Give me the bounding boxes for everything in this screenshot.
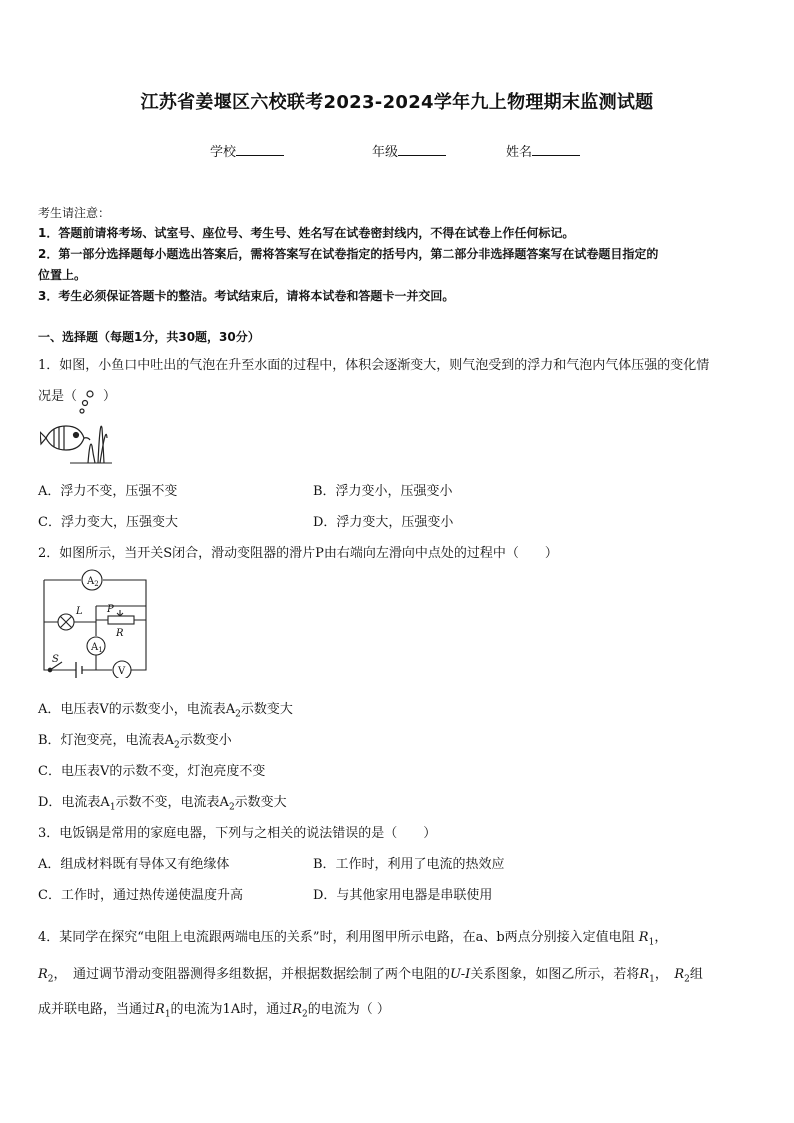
school-label: 学校 [210,145,237,160]
circuit-diagram [36,566,154,678]
q1-option-c: C．浮力变大，压强变大 [38,515,178,530]
voltmeter-label: V [118,666,126,677]
q2-option-a: A．电压表V的示数变小，电流表$A_2$示数变大 [38,702,293,720]
grade-field [372,141,446,160]
resistor-label: R [116,628,124,639]
a2-label: $A_2$ [87,576,99,588]
notice-heading: 考生请注意： [38,206,111,220]
q3-option-b: B．工作时，利用了电流的热效应 [313,857,505,872]
q4-stem-line2: $R_2$， 通过调节滑动变阻器测得多组数据，并根据数据绘制了两个电阻的U-I关系图象，如图乙所示，若将$R_1$， $R_2$组 [38,967,703,985]
notice-item-3: 3．考生必须保证答题卡的整洁。考试结束后，请将本试卷和答题卡一并交回。 [38,289,455,303]
q3-stem: 3．电饭锅是常用的家庭电器，下列与之相关的说法错误的是（ ） [38,826,437,841]
fish-figure [40,388,118,466]
q3-option-a: A．组成材料既有导体又有绝缘体 [38,857,230,872]
notice-item-2: 2．第一部分选择题每小题选出答案后，需将答案写在试卷指定的括号内，第二部分非选择题答案写在试卷题目指定的 [38,247,659,261]
name-blank [532,143,580,156]
notice-item-2-cont: 位置上。 [38,268,87,282]
q3-option-d: D．与其他家用电器是串联使用 [313,888,493,903]
switch-label: S [52,654,59,665]
q1-option-d: D．浮力变大，压强变小 [313,515,454,530]
q1-stem-line2: 况是（ ） [38,389,117,404]
q1-stem-line1: 1．如图，小鱼口中吐出的气泡在升至水面的过程中，体积会逐渐变大，则气泡受到的浮力和气泡内气体压强的变化情 [38,358,710,373]
q3-option-c: C．工作时，通过热传递使温度升高 [38,888,243,903]
q4-stem-line3: 成并联电路，当通过$R_1$的电流为1A时，通过$R_2$的电流为（ ） [38,1002,390,1020]
q2-option-b: B．灯泡变亮，电流表$A_2$示数变小 [38,733,232,751]
grade-label: 年级 [372,145,399,160]
lamp-label: L [76,606,83,617]
a1-label: $A_1$ [91,642,103,654]
q2-option-c: C．电压表V的示数不变，灯泡亮度不变 [38,764,266,779]
name-label: 姓名 [506,145,533,160]
page-title: 江苏省姜堰区六校联考2023-2024学年九上物理期末监测试题 [140,92,654,113]
notice-item-1: 1．答题前请将考场、试室号、座位号、考生号、姓名写在试卷密封线内，不得在试卷上作任何标记。 [38,226,575,240]
school-field [210,141,284,160]
school-blank [236,143,284,156]
section-heading: 一、选择题（每题1分，共30题，30分） [38,330,260,344]
grade-blank [398,143,446,156]
q1-option-b: B．浮力变小，压强变小 [313,484,453,499]
slider-label: P [107,604,114,615]
q2-stem: 2．如图所示，当开关S闭合，滑动变阻器的滑片P由右端向左滑向中点处的过程中（ ） [38,546,558,561]
q2-option-d: D．电流表$A_1$示数不变，电流表$A_2$示数变大 [38,795,287,813]
q1-option-a: A．浮力不变，压强不变 [38,484,178,499]
name-field [506,141,580,160]
q4-stem-line1: 4．某同学在探究“电阻上电流跟两端电压的关系”时，利用图甲所示电路，在a、b两点分别接入定值电阻 $R_1$， [38,930,668,948]
